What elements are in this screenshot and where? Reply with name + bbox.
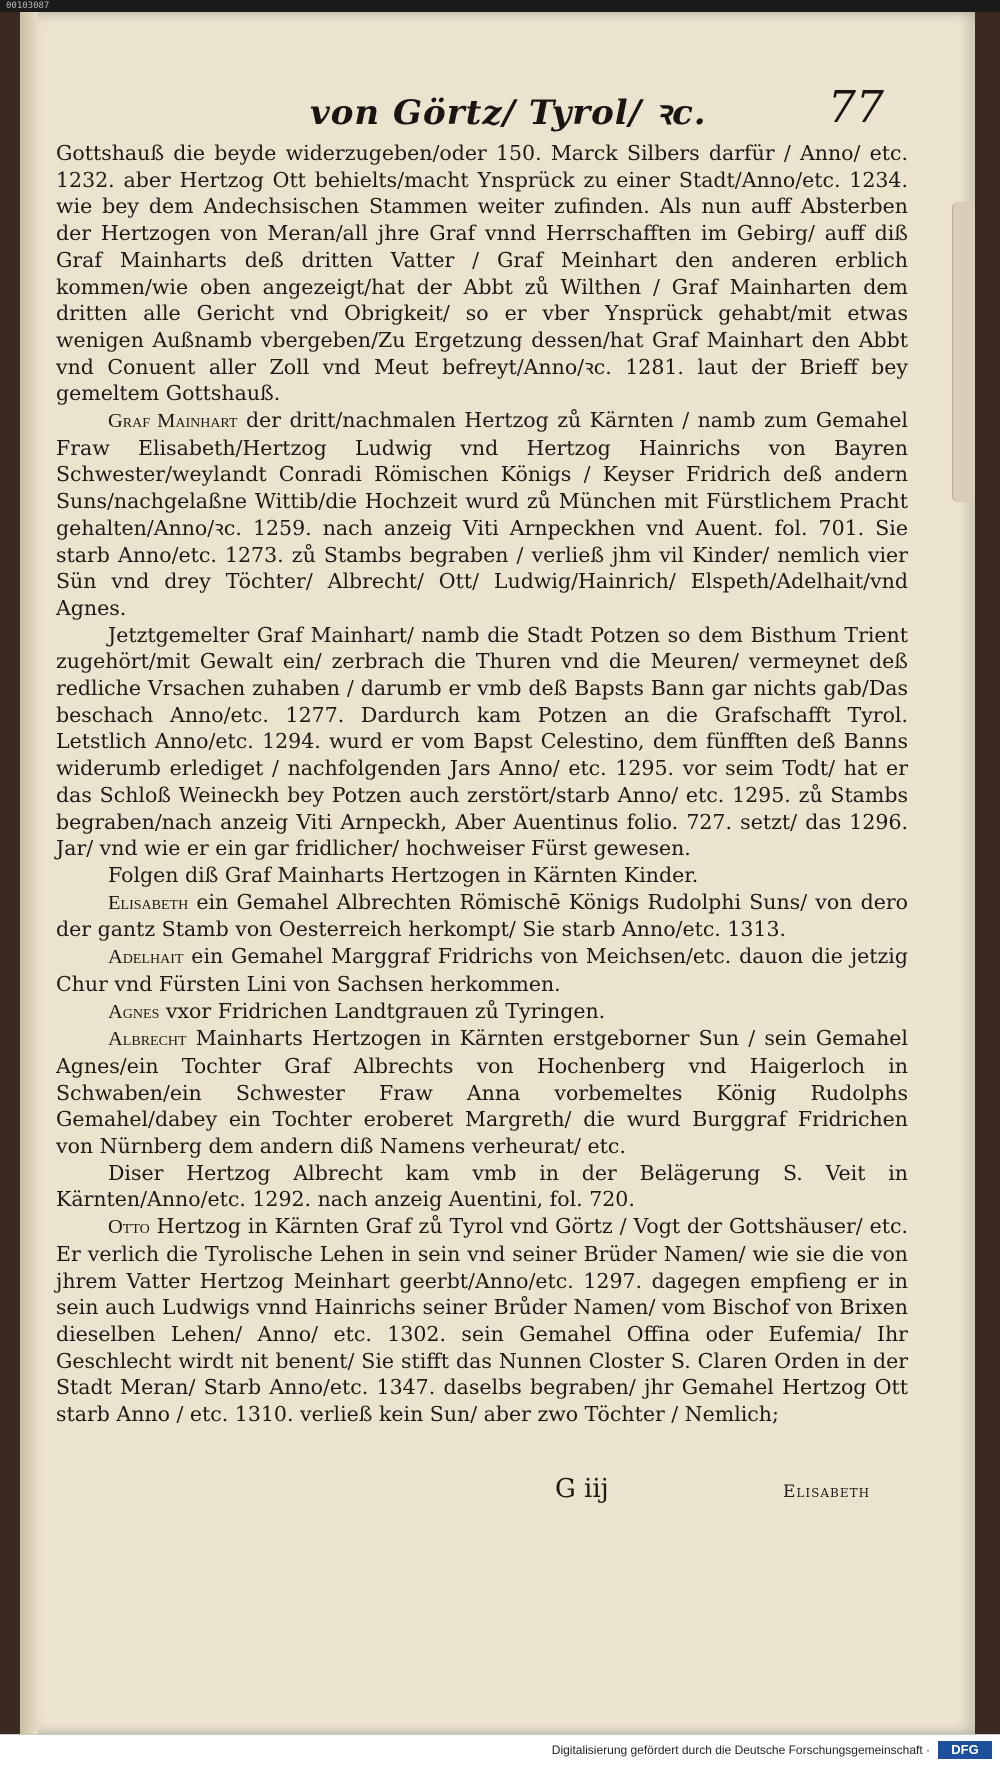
archive-strip xyxy=(0,0,1000,12)
paragraph-text: Hertzog in Kärnten Graf zů Tyrol vnd Görtz / Vogt der Gottshäuser/ etc. Er verlich die Tyrolische Lehen in sein vnd seiner Brüder Namen/ wie sie die von jhrem Vatter Hertzog Meinhart geerbt/Anno/etc. 1297. dagegen empfieng er in sein auch Ludwigs vnnd Hainrichs seiner Brůder Namen/ vom Bischof von Brixen dieselben Lehen/ Anno/ etc. 1302. sein Gemahel Offina oder Eufemia/ Ihr Geschlecht wirdt nit benent/ Sie stifft das Nunnen Closter S. Claren Orden in der Stadt Meran/ Starb Anno/etc. 1347. daselbs begraben/ jhr Gemahel Hertzog Ott starb Anno / etc. 1310. verließ kein Sun/ aber zwo Töchter / Nemlich; xyxy=(56,1214,908,1427)
paragraph xyxy=(56,140,908,407)
signature-mark: G iij xyxy=(555,1474,609,1504)
paragraph-lead: Graf Mainhart xyxy=(108,410,238,433)
paragraph xyxy=(56,407,908,622)
paragraph-text: Mainharts Hertzogen in Kärnten erstgeborner Sun / sein Gemahel Agnes/ein Tochter Graf Albrechts von Hochenberg vnd Haigerloch in Schwaben/ein Schwester Fraw Anna vorbemeltes König Rudolphs Gemahel/dabey ein Tochter eroberet Margreth/ die wurd Burggraf Fridrichen von Nürnberg dem andern diß Namens verheurat/ etc. xyxy=(56,1026,908,1159)
book-page xyxy=(20,12,975,1734)
paragraph-lead: Elisabeth xyxy=(108,891,189,914)
catchword: Elisabeth xyxy=(783,1482,871,1502)
paragraph-lead: Adelhait xyxy=(108,946,184,969)
paragraph xyxy=(56,1025,908,1160)
paragraph xyxy=(56,943,908,997)
paragraph-text: ein Gemahel Albrechten Römischē Königs Rudolphi Suns/ von dero der gantz Stamb von Oesterreich herkompt/ Sie starb Anno/etc. 1313. xyxy=(56,889,908,942)
paragraph xyxy=(56,1213,908,1428)
paragraph-text: Diser Hertzog Albrecht kam vmb in der Belägerung S. Veit in Kärnten/Anno/etc. 1292. nach anzeig Auentini, fol. 720. xyxy=(56,1160,908,1212)
credit-bar xyxy=(0,1734,1000,1765)
credit-text: Digitalisierung gefördert durch die Deutsche Forschungsgemeinschaft · xyxy=(551,1743,930,1757)
paragraph-text: vxor Fridrichen Landtgrauen zů Tyringen. xyxy=(159,998,606,1023)
paragraph-lead: Albrecht xyxy=(108,1028,187,1051)
body-text xyxy=(56,140,908,1428)
running-title: von Görtz/ Tyrol/ ꝛc. xyxy=(310,93,707,133)
dfg-logo: DFG xyxy=(938,1741,992,1759)
paragraph-text: Folgen diß Graf Mainharts Hertzogen in Kärnten Kinder. xyxy=(108,862,699,887)
paper-tab xyxy=(952,202,975,502)
paragraph-text: der dritt/nachmalen Hertzog zů Kärnten / namb zum Gemahel Fraw Elisabeth/Hertzog Ludwig vnd Hertzog Hainrichs von Bayren Schwester/weylandt Conradi Römischen Königs / Keyser Fridrich deß andern Suns/nachgelaßne Wittib/die Hochzeit wurd zů München mit Fürstlichem Pracht gehalten/Anno/ꝛc. 1259. nach anzeig Viti Arnpeckhen vnd Auent. fol. 701. Sie starb Anno/etc. 1273. zů Stambs begraben / verließ jhm vil Kinder/ nemlich vier Sün vnd drey Töchter/ Albrecht/ Ott/ Ludwig/Hainrich/ Elspeth/Adelhait/vnd Agnes. xyxy=(56,408,908,620)
paragraph xyxy=(56,889,908,943)
paragraph-lead: Agnes xyxy=(108,1000,160,1023)
paragraph xyxy=(56,622,908,862)
paragraph-text: ein Gemahel Marggraf Fridrichs von Meichsen/etc. dauon die jetzig Chur vnd Fürsten Lini von Sachsen herkommen. xyxy=(56,944,908,996)
paragraph xyxy=(56,862,908,889)
page-number: 77 xyxy=(828,82,884,133)
paragraph-text: Jetztgemelter Graf Mainhart/ namb die Stadt Potzen so dem Bisthum Trient zugehört/mit Gewalt ein/ zerbrach die Thuren vnd die Meuren/ vermeynet deß redliche Vrsachen zuhaben / darumb er vmb deß Bapsts Bann gar nichts gab/Das beschach Anno/etc. 1277. Dardurch kam Potzen an die Grafschafft Tyrol. Letstlich Anno/etc. 1294. wurd er vom Bapst Celestino, dem fünfften deß Banns widerumb erlediget / nachfolgenden Jars Anno/ etc. 1295. vor seim Todt/ hat er das Schloß Weineckh bey Potzen auch zerstört/starb Anno/ etc. 1295. zů Stambs begraben/nach anzeig Viti Arnpeckh, Aber Auentinus folio. 727. setzt/ das 1296. Jar/ vnd wie er ein gar fridlicher/ hochweiser Fürst gewesen. xyxy=(56,622,908,861)
archive-id: 00103087 xyxy=(6,1,50,11)
paragraph-text: Gottshauß die beyde widerzugeben/oder 150. Marck Silbers darfür / Anno/ etc. 1232. aber Hertzog Ott behielts/macht Ynsprück zu einer Stadt/Anno/etc. 1234. wie bey dem Andechsischen Stammen weiter zufinden. Als nun auff Absterben der Hertzogen von Meran/all jhre Graf vnnd Herrschafften im Gebirg/ auff diß Graf Mainharts deß dritten Vatter / Graf Meinhart den anderen erblich kommen/wie oben angezeigt/hat der Abbt zů Wilthen / Graf Mainharten dem dritten alle Gericht vnd Obrigkeit/ so er vber Ynsprück gehabt/mit etwas wenigen Außnamb vbergeben/Zu Ergetzung dessen/hat Graf Mainhart den Abbt vnd Conuent aller Zoll vnd Meut befreyt/Anno/ꝛc. 1281. laut der Brieff bey gemeltem Gottshauß. xyxy=(56,141,908,406)
paragraph xyxy=(56,1160,908,1213)
paragraph xyxy=(56,998,908,1026)
paragraph-lead: Otto xyxy=(108,1216,150,1239)
page-gutter xyxy=(20,12,38,1734)
